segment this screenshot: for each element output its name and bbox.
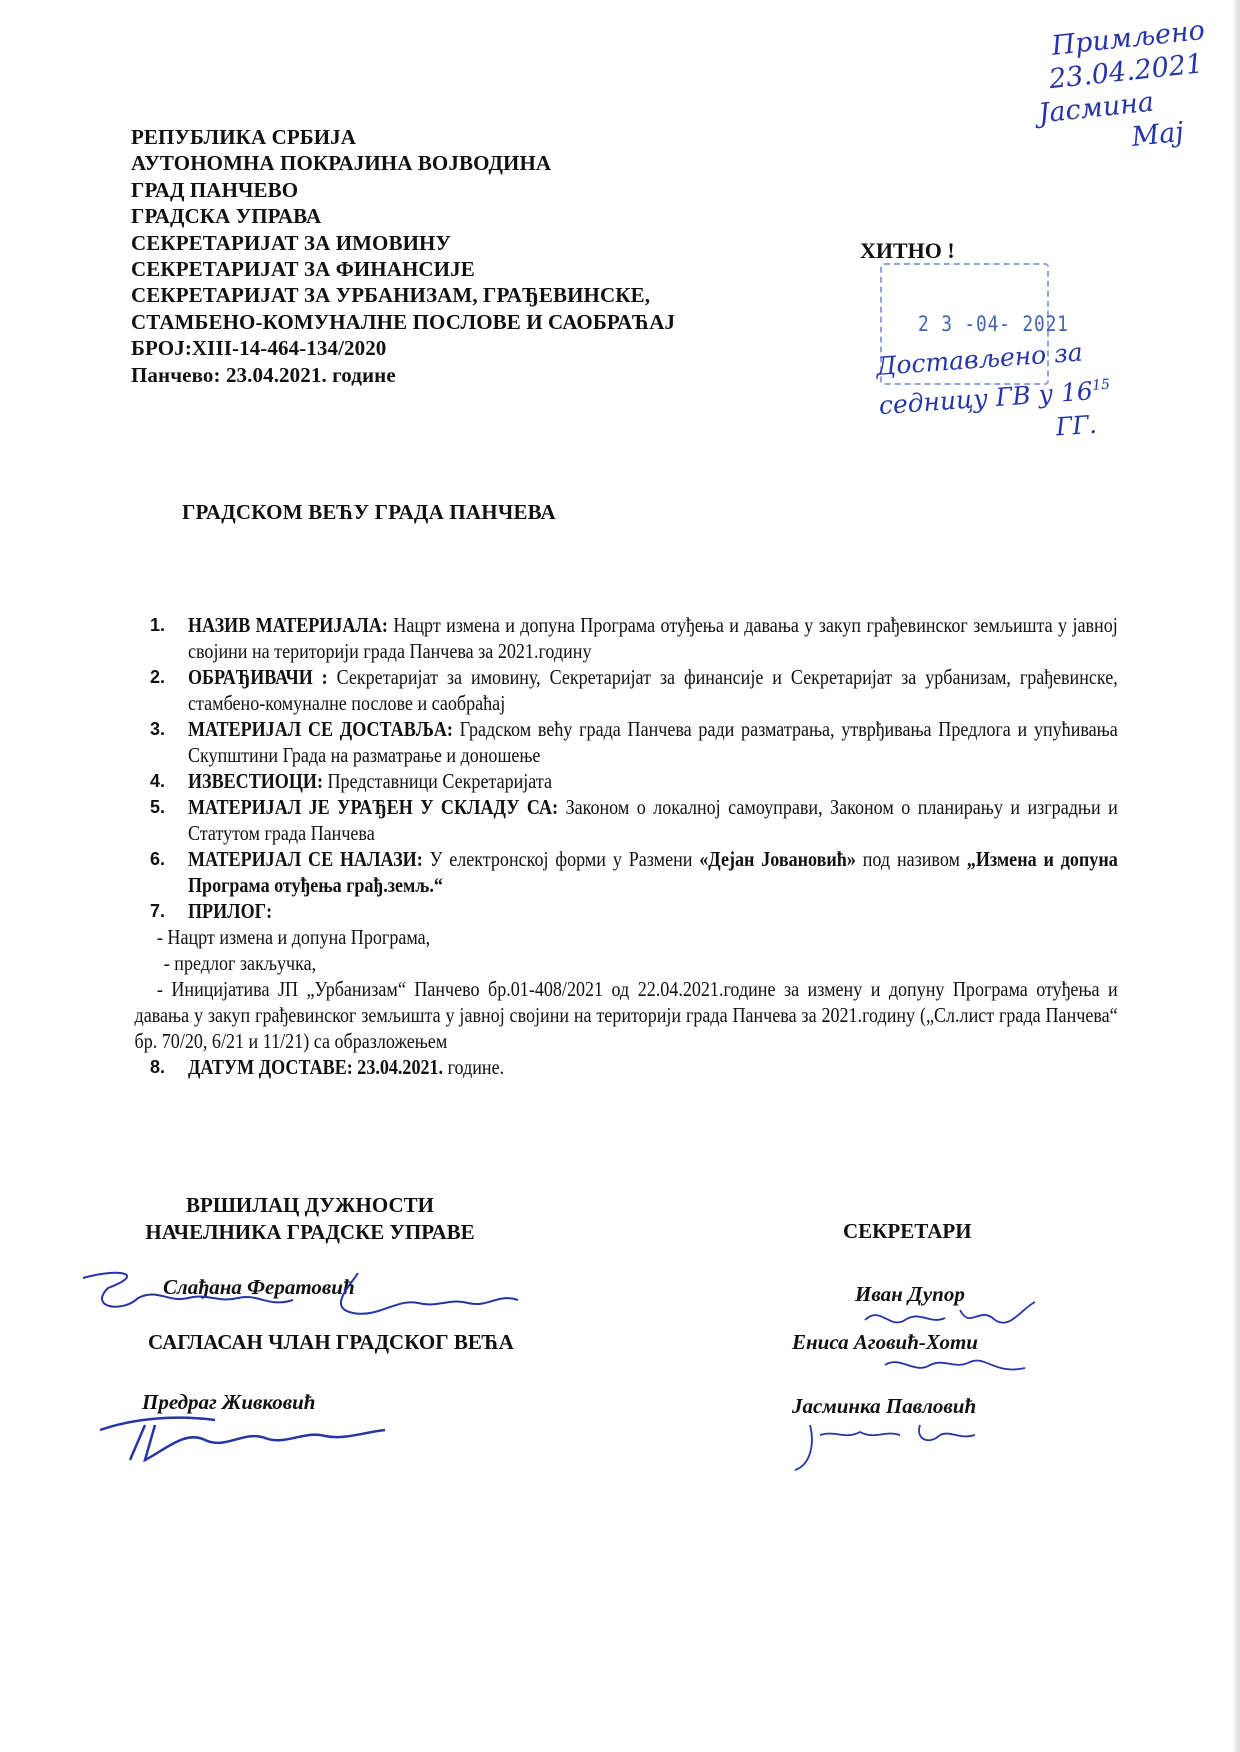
- handwritten-initials: ГГ.: [1054, 410, 1098, 442]
- item-number: 1.: [150, 615, 166, 635]
- handwritten-line: Јасмина: [1037, 86, 1156, 130]
- signatory-name: Слађана Ферaтовић: [163, 1275, 355, 1299]
- secretary-name: Ениса Аговић-Хоти: [792, 1330, 978, 1354]
- item-text: У електронској форми у Размени: [422, 847, 700, 871]
- item-label: НАЗИВ МАТЕРИЈАЛА:: [188, 613, 388, 637]
- item-text: Нацрт измена и допуна Програма отуђења и давања у закуп грађевинског земљишта у јавној својини на територији града Панчева за 2021.годину: [188, 613, 1118, 663]
- stamp-handwritten-note: [875, 334, 1114, 457]
- acting-head-title: [145, 1192, 475, 1246]
- header-line: СЕКРЕТАРИЈАТ ЗА ФИНАНСИЈЕ: [131, 257, 475, 282]
- handwritten-line: Примљено: [1050, 14, 1207, 62]
- item-number: 7.: [150, 901, 166, 921]
- attachment-item: - предлог закључка,: [163, 951, 317, 975]
- item-number: 8.: [150, 1057, 166, 1077]
- handwritten-line: 23.04.2021: [1047, 48, 1205, 96]
- list-item: [150, 716, 1120, 768]
- list-item: [150, 612, 1120, 664]
- item-number: 3.: [150, 719, 166, 739]
- material-title: „Измена и допуна Програма отуђења грађ.земљ.“: [188, 847, 1118, 897]
- council-member-role: САГЛАСАН ЧЛАН ГРАДСКОГ ВЕЋА: [148, 1330, 514, 1354]
- header-line: ГРАД ПАНЧЕВО: [131, 177, 299, 202]
- addressee: ГРАДСКОМ ВЕЋУ ГРАДА ПАНЧЕВА: [182, 500, 556, 524]
- attachment-item: - Иницијатива ЈП „Урбанизам“ Панчево бр.01-408/2021 од 22.04.2021.године за измену и допуну Програма отуђења и давања у закуп грађевинског земљишта у јавној својини на територији града Панчева за 2021.годину („Сл.лист града Панчева“ бр. 70/20, 6/21 и 11/21) са образложењем: [134, 977, 1118, 1053]
- list-item: [150, 794, 1120, 846]
- council-member-name: Предраг Живковић: [142, 1390, 316, 1414]
- item-label: ДАТУМ ДОСТАВЕ: 23.04.2021.: [188, 1055, 444, 1079]
- item-label: МАТЕРИЈАЛ ЈЕ УРАЂЕН У СКЛАДУ СА:: [188, 795, 559, 819]
- document-date: Панчево: 23.04.2021. године: [131, 362, 396, 387]
- list-item: [150, 664, 1120, 716]
- header-line: РЕПУБЛИКА СРБИЈА: [131, 125, 357, 149]
- handwritten-line: седницу ГВ у $16^{15}$: [877, 376, 1111, 421]
- handwritten-signature: [880, 1350, 1030, 1380]
- page-edge: [1234, 0, 1240, 1752]
- item-label: ИЗВЕСТИОЦИ:: [188, 769, 323, 793]
- item-label: МАТЕРИЈАЛ СЕ НАЛАЗИ:: [188, 847, 423, 871]
- stamp-date: 2 3 -04- 2021: [918, 312, 1069, 336]
- list-item: [150, 846, 1120, 898]
- secretary-name: Иван Дупор: [855, 1282, 965, 1306]
- document-number: БРОЈ:XIII-14-464-134/2020: [131, 336, 387, 361]
- item-text: Законом о локалној самоуправи, Законом о планирању и изградњи и Статутом града Панчева: [188, 795, 1118, 845]
- header-line: ГРАДСКА УПРАВА: [131, 204, 322, 229]
- item-label: ПРИЛОГ:: [188, 899, 273, 923]
- list-item: [150, 898, 1120, 924]
- item-text: Представници Секретаријата: [322, 769, 552, 793]
- handwritten-signature: [790, 1420, 980, 1475]
- header-line: СЕКРЕТАРИЈАТ ЗА ИМОВИНУ: [131, 230, 451, 255]
- list-item: [150, 768, 1120, 794]
- handwritten-receipt-note: [1037, 14, 1217, 161]
- attachment-item: - Нацрт измена и допуна Програма,: [156, 925, 431, 949]
- item-text: под називом: [855, 847, 967, 871]
- item-number: 6.: [150, 849, 166, 869]
- header-line: СЕКРЕТАРИЈАТ ЗА УРБАНИЗАМ, ГРАЂЕВИНСКЕ,: [131, 283, 651, 308]
- title-line: ВРШИЛАЦ ДУЖНОСТИ: [186, 1193, 434, 1217]
- attachments-block: [134, 924, 1118, 1054]
- header-line: СТАМБЕНО-КОМУНАЛНЕ ПОСЛОВЕ И САОБРАЋАЈ: [131, 309, 676, 334]
- item-label: ОБРАЂИВАЧИ :: [188, 665, 328, 689]
- item-text: Градском већу града Панчева ради разматрања, утврђивања Предлога и упућивања Скупштини Града на разматрање и доношење: [188, 717, 1118, 767]
- item-text: Секретаријат за имовину, Секретаријат за финансије и Секретаријат за урбанизам, грађевинске, стамбено-комуналне послове и саобраћај: [188, 665, 1118, 715]
- secretaries-title: СЕКРЕТАРИ: [843, 1219, 972, 1243]
- exchange-folder-name: «Дејан Јовановић»: [699, 847, 856, 871]
- item-number: 2.: [150, 667, 166, 687]
- urgent-label: ХИТНО !: [860, 238, 955, 263]
- material-items-list: [134, 612, 1120, 1080]
- header-line: АУТОНОМНА ПОКРАЈИНА ВОЈВОДИНА: [131, 151, 552, 176]
- handwritten-signature: [78, 1268, 548, 1328]
- handwritten-signature: [95, 1410, 395, 1470]
- list-item: [150, 1054, 1120, 1080]
- handwritten-line: Достављено за: [875, 337, 1084, 381]
- item-text: године.: [443, 1055, 505, 1079]
- handwritten-line: Мај: [1130, 116, 1186, 153]
- item-number: 5.: [150, 797, 166, 817]
- title-line: НАЧЕЛНИКА ГРАДСКЕ УПРАВЕ: [145, 1220, 475, 1244]
- item-label: МАТЕРИЈАЛ СЕ ДОСТАВЉА:: [188, 717, 453, 741]
- letterhead: [131, 124, 675, 388]
- item-number: 4.: [150, 771, 166, 791]
- secretary-name: Јасминка Павловић: [792, 1394, 977, 1418]
